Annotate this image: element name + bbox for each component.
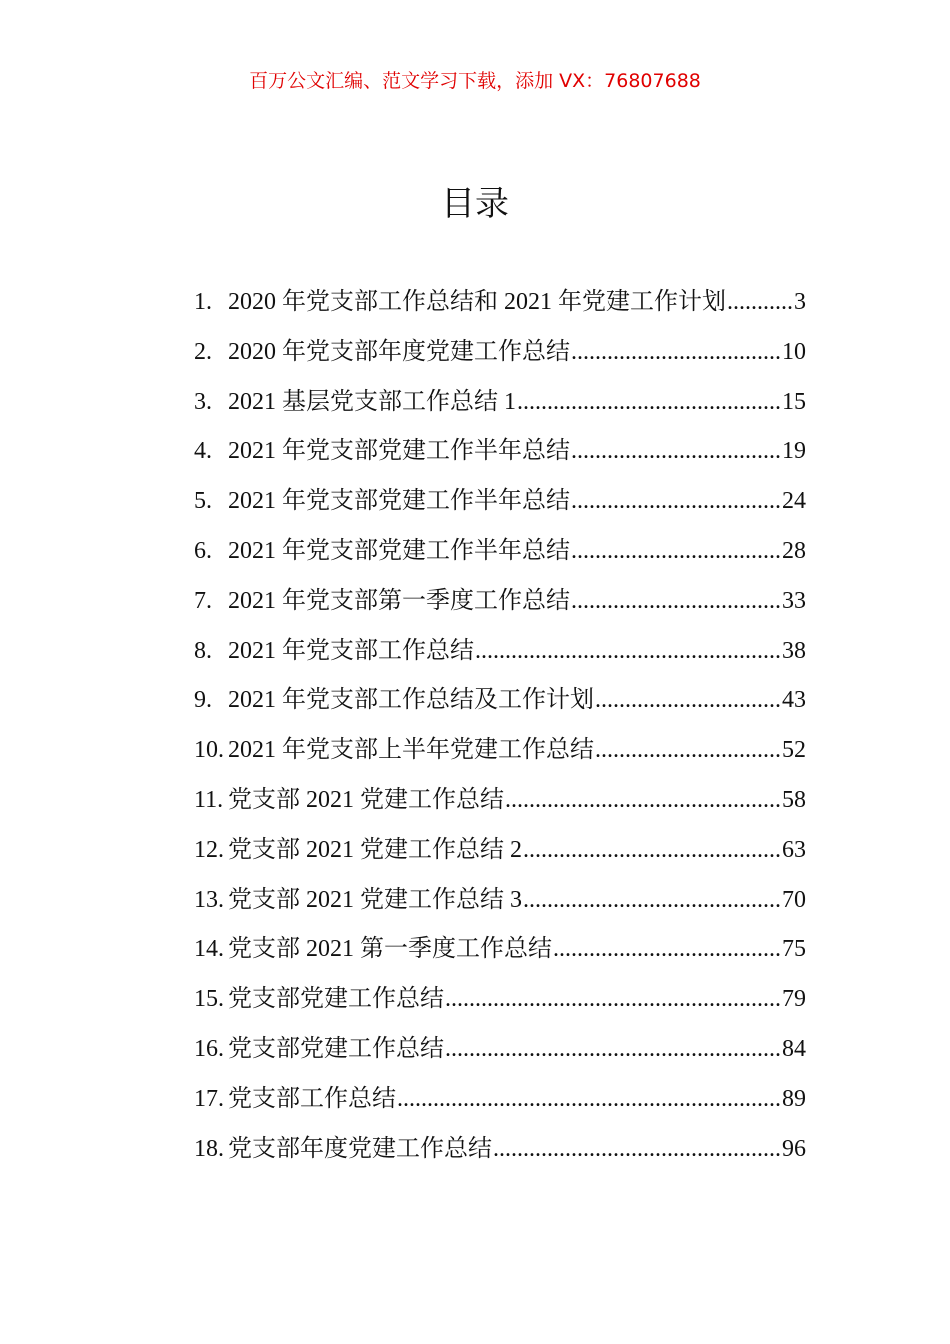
toc-entry[interactable]	[194, 880, 806, 930]
toc-entry-title: 党支部 2021 第一季度工作总结	[228, 936, 552, 963]
toc-entry[interactable]	[194, 1079, 806, 1129]
toc-entry[interactable]	[194, 730, 806, 780]
toc-entry-title: 党支部党建工作总结	[228, 1035, 444, 1062]
toc-entry[interactable]	[194, 780, 806, 830]
toc-entry-page: 15	[782, 388, 806, 415]
toc-entry-page: 63	[782, 836, 806, 863]
toc-entry-title: 2021 年党支部第一季度工作总结	[228, 587, 570, 614]
toc-entry[interactable]	[194, 979, 806, 1029]
toc-entry-page: 96	[782, 1135, 806, 1162]
toc-dot-leader	[523, 830, 782, 870]
toc-entry-number: 7.	[194, 587, 212, 614]
toc-entry-page: 84	[782, 1035, 806, 1062]
toc-entry[interactable]	[194, 431, 806, 481]
toc-entry-number: 17.	[194, 1085, 224, 1112]
toc-entry-number: 15.	[194, 986, 224, 1013]
toc-dot-leader	[571, 531, 782, 571]
toc-entry-title: 2020 年党支部年度党建工作总结	[228, 338, 570, 365]
toc-dot-leader	[517, 382, 782, 422]
toc-entry-title: 2021 年党支部党建工作半年总结	[228, 537, 570, 564]
toc-entry[interactable]	[194, 332, 806, 382]
header-banner: 百万公文汇编、范文学习下载，添加 VX：76807688	[249, 70, 701, 92]
toc-entry[interactable]	[194, 631, 806, 681]
toc-entry[interactable]	[194, 282, 806, 332]
toc-entry-title: 2021 年党支部党建工作半年总结	[228, 438, 570, 465]
toc-entry-page: 28	[782, 537, 806, 564]
toc-dot-leader	[571, 481, 782, 521]
toc-entry-number: 16.	[194, 1035, 224, 1062]
toc-entry-title: 2021 年党支部上半年党建工作总结	[228, 737, 594, 764]
toc-dot-leader	[727, 282, 794, 322]
toc-entry[interactable]	[194, 581, 806, 631]
toc-entry-number: 3.	[194, 388, 212, 415]
toc-entry-number: 14.	[194, 936, 224, 963]
toc-entry-page: 19	[782, 438, 806, 465]
toc-entry-title: 党支部工作总结	[228, 1085, 396, 1112]
toc-dot-leader	[445, 1029, 782, 1069]
toc-entry-number: 5.	[194, 488, 212, 515]
table-of-contents	[194, 282, 806, 1178]
toc-dot-leader	[571, 332, 782, 372]
toc-entry[interactable]	[194, 531, 806, 581]
toc-entry-number: 6.	[194, 537, 212, 564]
toc-dot-leader	[523, 880, 782, 920]
toc-dot-leader	[493, 1129, 782, 1169]
toc-entry-page: 10	[782, 338, 806, 365]
toc-entry-page: 33	[782, 587, 806, 614]
toc-dot-leader	[571, 581, 782, 621]
toc-dot-leader	[553, 929, 782, 969]
toc-entry-title: 2021 年党支部党建工作半年总结	[228, 488, 570, 515]
toc-dot-leader	[445, 979, 782, 1019]
toc-entry-number: 4.	[194, 438, 212, 465]
toc-entry-page: 79	[782, 986, 806, 1013]
toc-dot-leader	[571, 431, 782, 471]
toc-entry-number: 8.	[194, 637, 212, 664]
toc-entry-page: 89	[782, 1085, 806, 1112]
toc-entry-title: 2021 年党支部工作总结	[228, 637, 474, 664]
toc-entry-number: 13.	[194, 886, 224, 913]
toc-dot-leader	[397, 1079, 782, 1119]
toc-entry-title: 党支部 2021 党建工作总结 3	[228, 886, 522, 913]
toc-entry-title: 党支部 2021 党建工作总结	[228, 786, 504, 813]
toc-entry-title: 党支部年度党建工作总结	[228, 1135, 492, 1162]
toc-entry-title: 2021 年党支部工作总结及工作计划	[228, 687, 594, 714]
toc-entry[interactable]	[194, 680, 806, 730]
toc-entry[interactable]	[194, 830, 806, 880]
toc-entry[interactable]	[194, 481, 806, 531]
toc-entry-title: 2020 年党支部工作总结和 2021 年党建工作计划	[228, 289, 726, 315]
toc-entry-number: 2.	[194, 338, 212, 365]
toc-entry-page: 3	[794, 289, 806, 315]
toc-dot-leader	[595, 680, 782, 720]
toc-entry-title: 党支部党建工作总结	[228, 986, 444, 1013]
toc-entry[interactable]	[194, 1029, 806, 1079]
toc-entry-number: 9.	[194, 687, 212, 714]
toc-entry-title: 2021 基层党支部工作总结 1	[228, 388, 516, 415]
toc-entry-number: 11.	[194, 786, 224, 813]
toc-entry-page: 24	[782, 488, 806, 515]
toc-entry-page: 58	[782, 786, 806, 813]
toc-entry-number: 1.	[194, 289, 212, 315]
page-title: 目录	[441, 184, 509, 224]
toc-entry-page: 70	[782, 886, 806, 913]
toc-entry-number: 10.	[194, 737, 224, 764]
toc-entry-page: 75	[782, 936, 806, 963]
toc-entry-number: 18.	[194, 1135, 224, 1162]
toc-entry-page: 52	[782, 737, 806, 764]
toc-entry[interactable]	[194, 929, 806, 979]
toc-dot-leader	[505, 780, 782, 820]
toc-entry[interactable]	[194, 382, 806, 432]
toc-dot-leader	[595, 730, 782, 770]
toc-entry-title: 党支部 2021 党建工作总结 2	[228, 836, 522, 863]
toc-dot-leader	[475, 631, 782, 671]
toc-entry[interactable]	[194, 1129, 806, 1179]
toc-entry-page: 43	[782, 687, 806, 714]
toc-entry-page: 38	[782, 637, 806, 664]
toc-entry-number: 12.	[194, 836, 224, 863]
